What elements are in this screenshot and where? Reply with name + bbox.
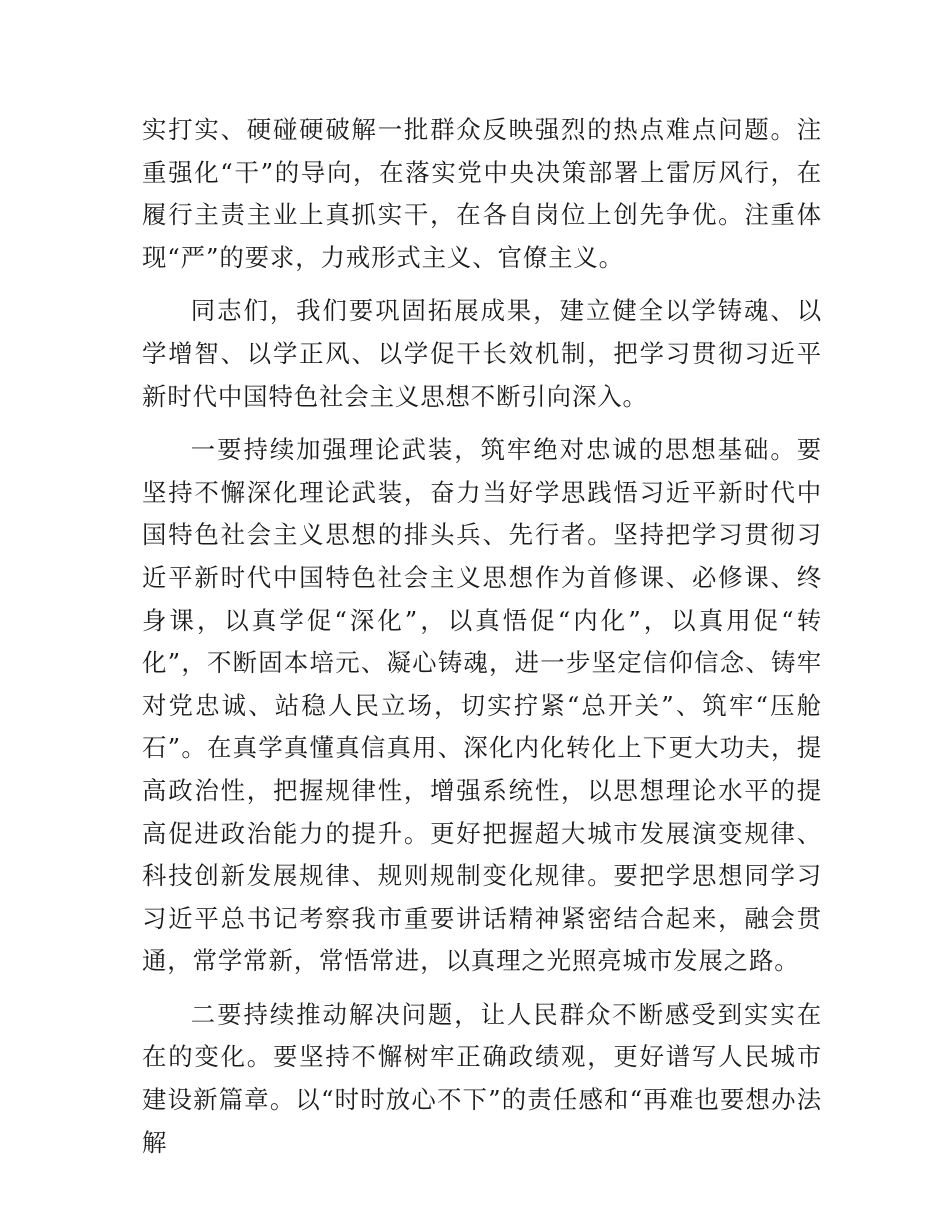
paragraph-consolidate-results: 同志们，我们要巩固拓展成果，建立健全以学铸魂、以学增智、以学正风、以学促干长效机制，把学习贯彻习近平新时代中国特色社会主义思想不断引向深入。 [142, 296, 822, 411]
paragraph-continuation: 实打实、硬碰硬破解一批群众反映强烈的热点难点问题。注重强化“干”的导向，在落实党中央决策部署上雷厉风行，在履行主责主业上真抓实干，在各自岗位上创先争优。注重体现“严”的要求，力戒形式主义、官僚主义。 [142, 115, 822, 272]
paragraph-solve-problems: 二要持续推动解决问题，让人民群众不断感受到实实在在的变化。要坚持不懈树牢正确政绩观，更好谱写人民城市建设新篇章。以“时时放心不下”的责任感和“再难也要想办法解 [142, 999, 822, 1157]
document-body [142, 109, 822, 1164]
paragraph-theory-armament: 一要持续加强理论武装，筑牢绝对忠诚的思想基础。要坚持不懈深化理论武装，奋力当好学思践悟习近平新时代中国特色社会主义思想的排头兵、先行者。坚持把学习贯彻习近平新时代中国特色社会主义思想作为首修课、必修课、终身课，以真学促“深化”，以真悟促“内化”，以真用促“转化”，不断固本培元、凝心铸魂，进一步坚定信仰信念、铸牢对党忠诚、站稳人民立场，切实拧紧“总开关”、筑牢“压舱石”。在真学真懂真信真用、深化内化转化上下更大功夫，提高政治性，把握规律性，增强系统性，以思想理论水平的提高促进政治能力的提升。更好把握超大城市发展演变规律、科技创新发展规律、规则规制变化规律。要把学思想同学习习近平总书记考察我市重要讲话精神紧密结合起来，融会贯通，常学常新，常悟常进，以真理之光照亮城市发展之路。 [142, 435, 822, 976]
